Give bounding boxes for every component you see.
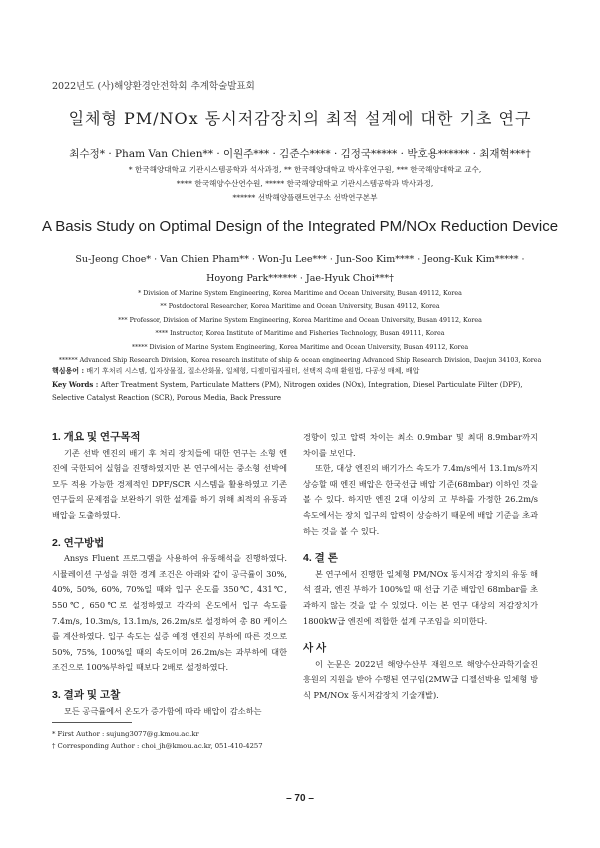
keywords-block: [52, 364, 552, 405]
footnote-first-author: * First Author : sujung3077@g.kmou.ac.kr: [52, 730, 199, 738]
title-english: A Basis Study on Optimal Design of the Integrated PM/NOx Reduction Device: [41, 218, 559, 235]
affiliation-en-line: ***** Division of Marine System Engineering, Korea Maritime and Ocean University, Busan 49112, Korea: [131, 343, 469, 351]
conference-header: 2022년도 (사)해양환경안전학회 추계학술발표회: [52, 81, 255, 92]
page-number: – 70 –: [286, 793, 314, 804]
keywords-en: After Treatment System, Particulate Matters (PM), Nitrogen oxides (NOx), Integration, Diesel Particulate Filter (DPF), Selective Catalyst Reaction (SCR), Porous Media, Back Pressure: [52, 381, 523, 402]
section1-heading: 1. 개요 및 연구목적: [52, 431, 141, 443]
authors-korean: 최수정* · Pham Van Chien** · 이원주*** · 김준수**** · 김정국***** · 박호용****** · 최재혁***†: [69, 148, 531, 160]
footnote-divider: [52, 722, 132, 723]
affiliation-en-line: ** Postdoctoral Researcher, Korea Maritime and Ocean University, Busan 49112, Korea: [160, 303, 440, 311]
keywords-ko-label: 핵심용어 :: [52, 366, 85, 375]
section3-body-right1: 경향이 있고 압력 차이는 최소 0.9mbar 및 최대 8.9mbar까지 차이를 보인다.: [303, 432, 538, 458]
authors-en-line: Su-Jeong Choe* · Van Chien Pham** · Won-Ju Lee*** · Jun-Soo Kim**** · Jeong-Kuk Kim***** ·: [75, 254, 525, 265]
affiliation-en-line: * Division of Marine System Engineering, Korea Maritime and Ocean University, Busan 49112, Korea: [138, 290, 462, 297]
section2-heading: 2. 연구방법: [52, 536, 105, 549]
section3-body-left: 모든 공극률에서 온도가 증가함에 따라 배압이 감소하는: [64, 705, 262, 716]
footnote-corresponding-author: † Corresponding Author : choi_jh@kmou.ac.kr, 051-410-4257: [52, 742, 263, 750]
keywords-en-label: Key Words :: [52, 380, 99, 389]
affiliations-korean: [60, 163, 550, 205]
section2-body: Ansys Fluent 프로그램을 사용하여 유동해석을 진행하였다. 시뮬레이션 구성을 위한 경계 조건은 아래와 같이 공극률이 30%, 40%, 50%, 60%, 70%일 때와 입구 온도를 350℃, 431℃, 550℃, 650℃로 설정하였고 각각의 온도에서 입구 속도를 7.4m/s, 10.3m/s, 13.1m/s, 26.2m/s로 설정하여 총 80 케이스를 계산하였다. 입구 속도는 실증 예정 엔진의 부하에 따른 것으로 50%, 75%, 100%일 때의 속도이며 26.2m/s는 과부하에 대한 조건으로 100%부하일 때보다 2배로 설정하였다.: [52, 553, 287, 673]
affiliation-ko-line: ****** 선박해양플랜트연구소 선박연구본부: [232, 193, 378, 202]
acknowledgment-body: 이 논문은 2022년 해양수산부 재원으로 해양수산과학기술진흥원의 지원을 받아 수행된 연구임(2MW급 디젤선박용 일체형 방식 PM/NOx 동시저감장치 기술개발).: [303, 658, 538, 700]
right-column: [303, 430, 538, 704]
section3-body-right2: 또한, 대상 엔진의 배기가스 속도가 7.4m/s에서 13.1m/s까지 상승할 때 엔진 배압은 한국선급 배압 기준(68mbar) 이하인 것을 볼 수 있다. 하지만 엔진 2대 이상의 고 부하를 가정한 26.2m/s 속도에서는 장치 입구의 압력이 상승하기 때문에 배압 기준을 초과하는 것을 볼 수 있다.: [303, 463, 538, 536]
acknowledgment-heading: 사 사: [303, 642, 327, 655]
left-column: [52, 430, 287, 719]
title-korean: 일체형 PM/NOx 동시저감장치의 최적 설계에 대한 기초 연구: [68, 109, 532, 128]
section4-heading: 4. 결 론: [303, 552, 338, 565]
section3-heading: 3. 결과 및 고찰: [52, 688, 121, 701]
affiliation-en-line: ****** Advanced Ship Research Division, Korea research institute of ship & ocean engineering Advanced Ship Research Division, Daejun 34103, Korea: [58, 357, 542, 365]
affiliation-ko-line: * 한국해양대학교 기관시스템공학과 석사과정, ** 한국해양대학교 박사후연구원, *** 한국해양대학교 교수,: [128, 165, 482, 174]
footnotes: [52, 728, 263, 752]
affiliation-ko-line: **** 한국해양수산연수원, ***** 한국해양대학교 기관시스템공학과 박사과정,: [176, 179, 434, 188]
authors-english: [40, 250, 560, 288]
authors-en-line: Hoyong Park****** · Jae-Hyuk Choi***†: [206, 273, 394, 284]
affiliation-en-line: **** Instructor, Korea Institute of Maritime and Fisheries Technology, Busan 49111, Korea: [155, 330, 445, 338]
affiliation-en-line: *** Professor, Division of Marine System Engineering, Korea Maritime and Ocean University, Busan 49112, Korea: [118, 316, 482, 324]
section4-body: 본 연구에서 진행한 일체형 PM/NOx 동시저감 장치의 유동 해석 결과, 엔진 부하가 100%일 때 선급 기준 배압인 68mbar를 초과하지 않는 것을 알 수 있었다. 이는 본 연구 대상의 저감장치가 1800kW급 엔진에 적합한 설계 구조임을 의미한다.: [303, 568, 538, 626]
affiliations-english: [20, 287, 580, 367]
keywords-ko: 배기 후처리 시스템, 입자상물질, 질소산화물, 일체형, 디젤미립자필터, 선택적 촉매 환원법, 다공성 매체, 배압: [86, 367, 420, 375]
section1-body: 기존 선박 엔진의 배기 후 처리 장치들에 대한 연구는 소형 엔진에 국한되어 실험을 진행하였지만 본 연구에서는 중소형 선박에 모두 적용 가능한 경제적인 DPF/SCR 시스템을 활용하였고 기존 연구들의 문제점을 보완하기 위한 설계를 하기 위해 최적의 유동과 배압을 도출하였다.: [52, 447, 287, 520]
